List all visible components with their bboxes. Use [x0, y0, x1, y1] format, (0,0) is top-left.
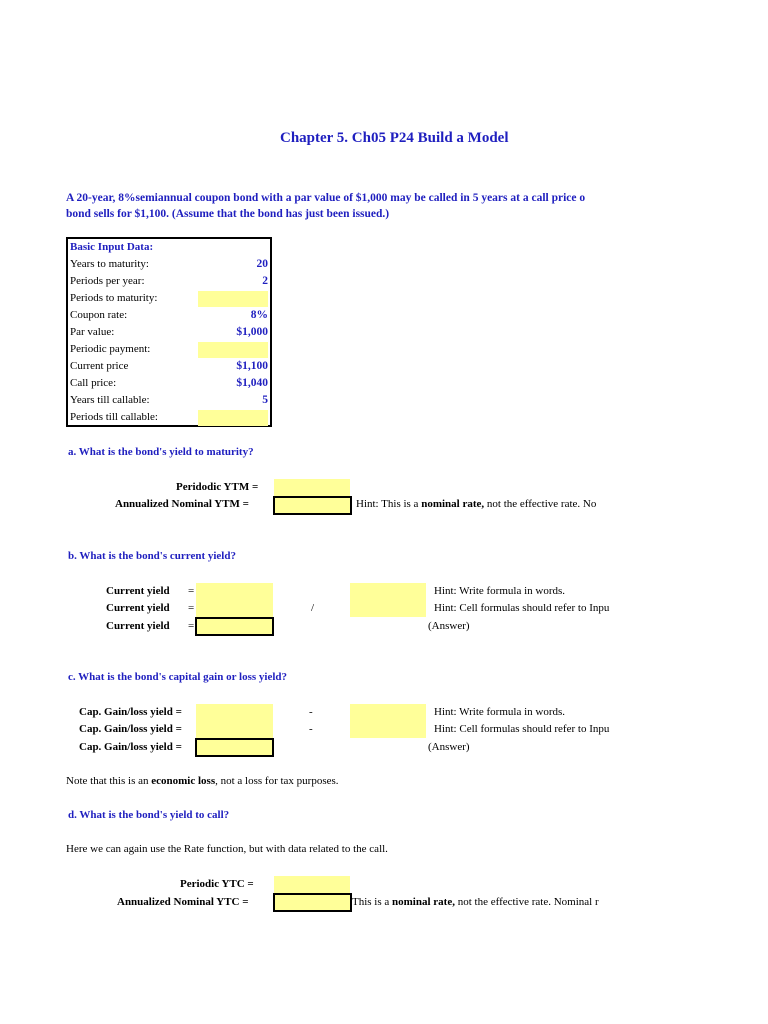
problem-statement-line2: bond sells for $1,100. (Assume that the bond has just been issued.) [66, 208, 390, 220]
input-value[interactable]: 8% [250, 309, 268, 321]
input-row [70, 274, 268, 291]
basic-input-data-table [66, 237, 272, 427]
cap-gain-second-words[interactable] [350, 704, 426, 721]
divide-operator: / [311, 602, 315, 614]
ytm-hint: Hint: This is a nominal rate, not the effective rate. No [356, 498, 597, 510]
input-label: Coupon rate: [70, 309, 128, 321]
minus-operator: - [309, 723, 313, 735]
input-row [70, 257, 268, 274]
current-yield-numerator-cell[interactable] [196, 600, 273, 617]
input-label: Years to maturity: [70, 258, 149, 270]
equals-sign: = [188, 585, 195, 597]
question-c: c. What is the bond's capital gain or loss yield? [68, 671, 288, 683]
input-label: Periods till callable: [70, 411, 158, 423]
periodic-ytc-cell[interactable] [274, 876, 350, 893]
hint-cell-formulas: Hint: Cell formulas should refer to Inpu [434, 602, 610, 614]
input-label: Current price [70, 360, 129, 372]
input-label: Periods to maturity: [70, 292, 158, 304]
problem-statement-line1: A 20-year, 8%semiannual coupon bond with a par value of $1,000 may be called in 5 years at a call price o [66, 192, 586, 204]
input-cell[interactable] [198, 291, 268, 307]
hint-cell-formulas: Hint: Cell formulas should refer to Inpu [434, 723, 610, 735]
periodic-ytm-cell[interactable] [274, 479, 350, 496]
annual-ytm-label: Annualized Nominal YTM = [115, 498, 249, 510]
input-cell[interactable] [198, 342, 268, 358]
input-value[interactable]: 5 [262, 394, 268, 406]
annual-ytc-label: Annualized Nominal YTC = [117, 896, 249, 908]
current-yield-label: Current yield [106, 585, 170, 597]
input-row [70, 393, 268, 410]
cap-gain-first-cell[interactable] [196, 721, 273, 738]
input-label: Years till callable: [70, 394, 150, 406]
input-value[interactable]: $1,040 [236, 377, 268, 389]
input-header: Basic Input Data: [70, 241, 154, 253]
minus-operator: - [309, 706, 313, 718]
equals-sign: = [188, 620, 195, 632]
question-a: a. What is the bond's yield to maturity? [68, 446, 254, 458]
input-value[interactable]: 20 [256, 258, 268, 270]
periodic-ytm-label: Peridodic YTM = [176, 481, 259, 493]
equals-sign: = [188, 602, 195, 614]
question-d: d. What is the bond's yield to call? [68, 809, 230, 821]
annual-ytc-cell[interactable] [273, 893, 352, 912]
hint-formula-words: Hint: Write formula in words. [434, 706, 566, 718]
annual-ytm-cell[interactable] [273, 496, 352, 515]
input-value[interactable]: 2 [262, 275, 268, 287]
cap-gain-label: Cap. Gain/loss yield = [79, 741, 182, 753]
current-yield-denominator-words[interactable] [350, 583, 426, 600]
input-row [70, 325, 268, 342]
current-yield-numerator-words[interactable] [196, 583, 273, 600]
input-label: Par value: [70, 326, 115, 338]
input-label: Call price: [70, 377, 117, 389]
input-header-row [70, 240, 268, 257]
cap-gain-answer-cell[interactable] [195, 738, 274, 757]
input-value[interactable]: $1,000 [236, 326, 268, 338]
current-yield-answer-cell[interactable] [195, 617, 274, 636]
current-yield-denominator-cell[interactable] [350, 600, 426, 617]
input-row [70, 342, 268, 359]
input-label: Periodic payment: [70, 343, 151, 355]
input-label: Periods per year: [70, 275, 145, 287]
answer-label: (Answer) [428, 741, 470, 753]
cap-gain-label: Cap. Gain/loss yield = [79, 706, 182, 718]
page-title: Chapter 5. Ch05 P24 Build a Model [280, 130, 509, 146]
input-row [70, 359, 268, 376]
input-row [70, 291, 268, 308]
current-yield-label: Current yield [106, 620, 170, 632]
input-cell[interactable] [198, 410, 268, 426]
input-row [70, 308, 268, 325]
input-row [70, 376, 268, 393]
rate-function-note: Here we can again use the Rate function, but with data related to the call. [66, 843, 388, 855]
periodic-ytc-label: Periodic YTC = [180, 878, 254, 890]
input-value[interactable]: $1,100 [236, 360, 268, 372]
question-b: b. What is the bond's current yield? [68, 550, 236, 562]
economic-loss-note: Note that this is an economic loss, not a loss for tax purposes. [66, 775, 339, 787]
cap-gain-label: Cap. Gain/loss yield = [79, 723, 182, 735]
cap-gain-first-words[interactable] [196, 704, 273, 721]
cap-gain-second-cell[interactable] [350, 721, 426, 738]
current-yield-label: Current yield [106, 602, 170, 614]
input-row [70, 410, 268, 427]
ytc-hint: This is a nominal rate, not the effective rate. Nominal r [352, 896, 599, 908]
hint-formula-words: Hint: Write formula in words. [434, 585, 566, 597]
answer-label: (Answer) [428, 620, 470, 632]
